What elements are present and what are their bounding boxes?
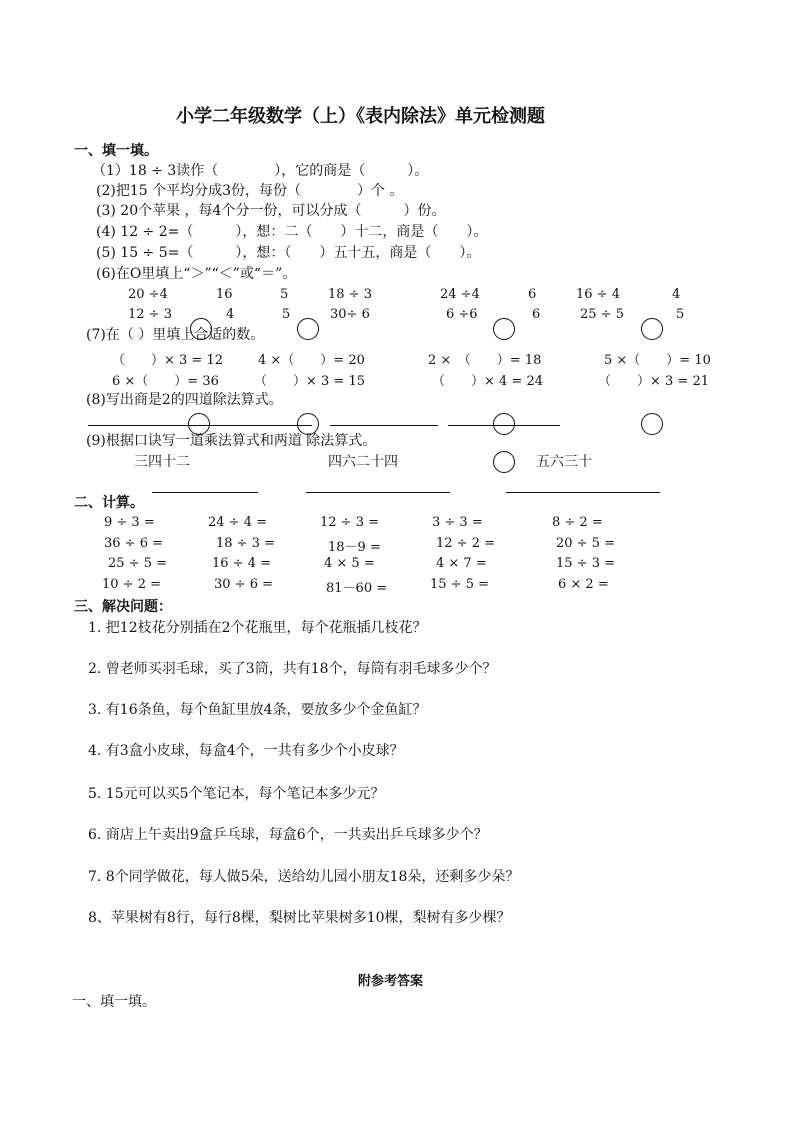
answer-line[interactable] [506, 492, 660, 493]
compare-circle[interactable] [297, 318, 319, 340]
q7-r2-c4: （ ）× 3 = 21 [598, 374, 709, 389]
problem-2: 2. 曾老师买羽毛球，买了3筒，共有18个，每筒有羽毛球多少个？ [88, 661, 497, 677]
q9-text: (9)根据口诀写一道乘法算式和两道 除法算式。 [86, 433, 377, 449]
q6-r1-c2: 16 [216, 287, 233, 302]
compare-circle[interactable] [641, 318, 663, 340]
q6-r1-c4: 18 ÷ 3 [328, 287, 372, 302]
calc-r3-c4: 4 × 7 = [436, 556, 487, 571]
compare-circle[interactable] [493, 413, 515, 435]
calc-r2-c2: 18 ÷ 3 = [216, 536, 275, 551]
problem-7: 7. 8个同学做花，每人做5朵，送给幼儿园小朋友18朵，还剩多少朵？ [88, 869, 520, 885]
q7-r2-c2: （ ）× 3 = 15 [254, 374, 365, 389]
calc-r1-c5: 8 ÷ 2 = [552, 515, 603, 530]
q3-text: (3) 20个苹果 ，每4个分一份，可以分成（ ）份。 [96, 203, 446, 219]
calc-r2-c4: 12 ÷ 2 = [436, 536, 495, 551]
compare-circle[interactable] [641, 413, 663, 435]
q7-r2-c1: 6 ×（ ）= 36 [112, 374, 219, 389]
page-title: 小学二年级数学（上）《表内除法》单元检测题 [176, 106, 545, 127]
calc-r2-c1: 36 ÷ 6 = [104, 536, 163, 551]
calc-r4-c5: 6 × 2 = [558, 577, 609, 592]
answer-line[interactable] [330, 425, 438, 426]
answers-heading: 附参考答案 [358, 974, 424, 989]
q7-r2-c3: （ ）× 4 = 24 [432, 374, 543, 389]
q9-item-2: 四六二十四 [328, 454, 398, 470]
q2-text: (2)把15 个平均分成3份，每份（ ）个 。 [96, 183, 404, 199]
q6-r1-c8: 4 [672, 287, 681, 302]
calc-r3-c2: 16 ÷ 4 = [212, 556, 271, 571]
q6-r2-c4: 30÷ 6 [330, 307, 370, 322]
calc-r2-c3: 18－9 = [328, 540, 381, 555]
calc-r4-c2: 30 ÷ 6 = [214, 577, 273, 592]
problem-1: 1. 把12枝花分别插在2个花瓶里，每个花瓶插几枝花？ [88, 620, 427, 636]
q9-item-1: 三四十二 [134, 454, 190, 470]
q6-r2-c1: 12 ÷ 3 [128, 307, 172, 322]
answer-line[interactable] [306, 492, 450, 493]
q6-r2-c5: 6 ÷6 [446, 307, 478, 322]
q7-r1-c2: 4 ×（ ）= 20 [258, 353, 365, 368]
q1-text: （1）18 ÷ 3读作（ ），它的商是（ ）。 [92, 163, 429, 179]
calc-r1-c3: 12 ÷ 3 = [320, 515, 379, 530]
section2-heading: 二、计算。 [74, 495, 144, 511]
problem-4: 4. 有3盒小皮球，每盒4个，一共有多少个小皮球？ [88, 743, 404, 759]
q6-r1-c7: 16 ÷ 4 [576, 287, 620, 302]
answer-line[interactable] [152, 492, 258, 493]
calc-r1-c4: 3 ÷ 3 = [432, 515, 483, 530]
problem-5: 5. 15元可以买5个笔记本，每个笔记本多少元？ [88, 786, 385, 802]
calc-r3-c1: 25 ÷ 5 = [108, 556, 167, 571]
problem-3: 3. 有16条鱼，每个鱼缸里放4条，要放多少个金鱼缸？ [88, 702, 427, 718]
section3-heading: 三、解决问题： [74, 599, 172, 615]
q7-r1-c3: 2 × （ ）= 18 [428, 353, 542, 368]
calc-r4-c1: 10 ÷ 2 = [102, 577, 161, 592]
q6-r1-c3: 5 [280, 287, 289, 302]
compare-circle[interactable] [493, 318, 515, 340]
calc-r4-c3: 81－60 = [326, 581, 388, 596]
calc-r2-c5: 20 ÷ 5 = [556, 536, 615, 551]
calc-r1-c2: 24 ÷ 4 = [208, 515, 267, 530]
q9-item-3: 五六三十 [536, 454, 592, 470]
problem-6: 6. 商店上午卖出9盒乒乓球，每盒6个，一共卖出乒乓球多少个？ [88, 827, 488, 843]
section1-heading: 一、填一填。 [74, 143, 158, 159]
q4-text: (4) 12 ÷ 2=（ ），想：二（ ）十二，商是（ ）。 [96, 224, 488, 240]
calc-r3-c3: 4 × 5 = [324, 556, 375, 571]
q8-text: (8)写出商是2的四道除法算式。 [86, 392, 283, 408]
answers-first-section: 一、填一填。 [72, 994, 156, 1010]
q7-text: (7)在（ ）里填上合适的数。 [86, 327, 265, 343]
q5-text: (5) 15 ÷ 5=（ ），想：（ ）五十五，商是（ ）。 [96, 245, 481, 261]
q6-r2-c7: 25 ÷ 5 [580, 307, 624, 322]
q6-r2-c8: 5 [676, 307, 685, 322]
q6-r1-c1: 20 ÷4 [128, 287, 168, 302]
calc-r3-c5: 15 ÷ 3 = [556, 556, 615, 571]
q6-r2-c6: 6 [532, 307, 541, 322]
q6-text: (6)在O里填上“＞”“＜”或“＝”。 [96, 266, 297, 282]
q6-r2-c3: 5 [282, 307, 291, 322]
calc-r4-c4: 15 ÷ 5 = [430, 577, 489, 592]
q6-r1-c5: 24 ÷4 [440, 287, 480, 302]
calc-r1-c1: 9 ÷ 3 = [104, 515, 155, 530]
q6-r2-c2: 4 [226, 307, 235, 322]
q6-r1-c6: 6 [528, 287, 537, 302]
q7-r1-c1: （ ）× 3 = 12 [112, 353, 223, 368]
problem-8: 8、苹果树有8行，每行8棵，梨树比苹果树多10棵，梨树有多少棵？ [88, 910, 511, 926]
compare-circle[interactable] [493, 451, 515, 473]
q7-r1-c4: 5 ×（ ）= 10 [604, 353, 711, 368]
